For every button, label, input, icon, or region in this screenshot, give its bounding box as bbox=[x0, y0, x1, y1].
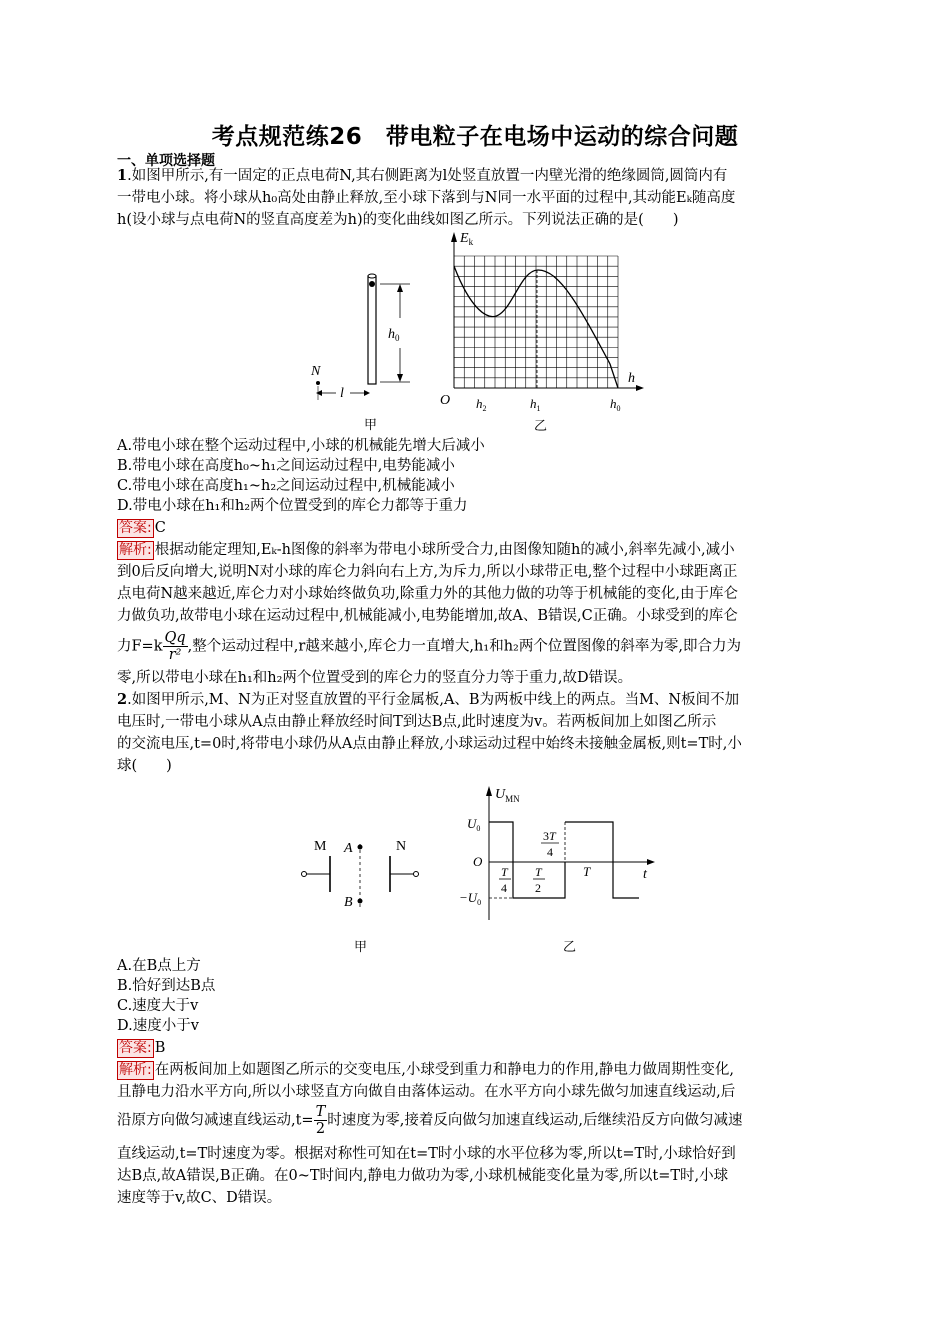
page-title: 考点规范练26 带电粒子在电场中运动的综合问题 bbox=[211, 124, 739, 150]
u-axis-label: $U_{MN}$ bbox=[495, 787, 520, 804]
force-fraction bbox=[163, 630, 188, 663]
q1-figure-yi bbox=[430, 228, 650, 438]
q1-answer: C bbox=[154, 520, 166, 536]
q1-number: 1 bbox=[117, 167, 128, 184]
ek-axis-label: $E_k$ bbox=[460, 231, 474, 247]
svg-text:2: 2 bbox=[535, 881, 541, 895]
q2-figure-jia bbox=[300, 830, 430, 920]
h2-tick-label: $h_2$ bbox=[476, 396, 487, 413]
force-suffix: ,整个运动过程中,r越来越小,库仑力一直增大,h₁和h₂两个位置图像的斜率为零,即合力为 bbox=[187, 638, 741, 655]
m-plate-label: M bbox=[314, 839, 327, 854]
half-fraction bbox=[314, 1104, 328, 1137]
q1-text-1: .如图甲所示,有一固定的正点电荷N,其右侧距离为l处竖直放置一内壁光滑的绝缘圆筒,圆筒内有 bbox=[127, 168, 728, 184]
q2-option-c: C.速度大于v bbox=[117, 998, 199, 1014]
q1-analysis-5 bbox=[117, 630, 741, 666]
svg-text:T: T bbox=[583, 864, 591, 879]
q1-analysis-row-1 bbox=[117, 540, 735, 560]
svg-text:3T: 3T bbox=[543, 829, 556, 843]
h0-label: $h_0$ bbox=[388, 327, 400, 343]
n-label: N bbox=[311, 364, 321, 379]
caption-yi: 乙 bbox=[534, 418, 548, 433]
q2-analysis-3 bbox=[117, 1104, 742, 1140]
point-b bbox=[358, 899, 363, 904]
q2-line-3: 的交流电压,t=0时,将带电小球仍从A点由静止释放,小球运动过程中始终未接触金属板,则t=T时,小 bbox=[117, 736, 742, 752]
q1-analysis-2: 到0后反向增大,说明N对小球的库仑力斜向右上方,为斥力,所以小球带正电,整个过程中小球距离正 bbox=[117, 564, 738, 580]
force-denominator: r² bbox=[168, 647, 182, 663]
b-label: B bbox=[344, 895, 353, 910]
q2-option-d: D.速度小于v bbox=[117, 1018, 199, 1034]
h0-tick-label: $h_0$ bbox=[610, 396, 621, 413]
q2-option-a: A.在B点上方 bbox=[117, 958, 201, 974]
half-prefix: 沿原方向做匀减速直线运动,t= bbox=[117, 1112, 314, 1129]
q1-analysis-4: 力做负功,故带电小球在运动过程中,机械能减小,电势能增加,故A、B错误,C正确。小球受到的库仑 bbox=[117, 608, 738, 624]
svg-text:T: T bbox=[535, 865, 542, 879]
u-origin-label: O bbox=[473, 854, 483, 869]
n-plate-label: N bbox=[396, 839, 407, 854]
ball-marker bbox=[369, 281, 375, 287]
half-denominator: 2 bbox=[315, 1121, 326, 1137]
q2-caption-yi: 乙 bbox=[563, 940, 577, 955]
q2-text-1: .如图甲所示,M、N为正对竖直放置的平行金属板,A、B为两板中线上的两点。当M、N板间不加 bbox=[127, 692, 740, 708]
q1-option-b: B.带电小球在高度h₀~h₁之间运动过程中,电势能减小 bbox=[117, 458, 455, 474]
force-numerator: Qq bbox=[164, 630, 186, 646]
q2-answer-row bbox=[117, 1038, 165, 1058]
q1-line-2: 一带电小球。将小球从h₀高处由静止释放,至小球下落到与N同一水平面的过程中,其动能Eₖ随高度 bbox=[117, 190, 736, 206]
origin-label: O bbox=[440, 393, 451, 408]
q1-figure-jia bbox=[300, 268, 420, 438]
q2-line-4: 球( ) bbox=[117, 758, 172, 774]
q2-caption-jia: 甲 bbox=[354, 940, 368, 955]
q1-option-d: D.带电小球在h₁和h₂两个位置受到的库仑力都等于重力 bbox=[117, 498, 468, 514]
q1-analysis-3: 点电荷N越来越近,库仑力对小球始终做负功,除重力外的其他力做的功等于机械能的变化,由于库仑 bbox=[117, 586, 739, 602]
t-axis-label: t bbox=[643, 867, 647, 882]
svg-text:4: 4 bbox=[501, 881, 507, 895]
q2-analysis-6: 速度等于v,故C、D错误。 bbox=[117, 1190, 282, 1206]
q2-analysis-5: 达B点,故A错误,B正确。在0~T时间内,静电力做功为零,小球机械能变化量为零,所以t=T时,小球 bbox=[117, 1168, 729, 1184]
q2-analysis-tag: 解析: bbox=[119, 1062, 152, 1078]
q1-analysis-1: 根据动能定理知,Eₖ-h图像的斜率为带电小球所受合力,由图像知随h的减小,斜率先减小,减小 bbox=[154, 542, 735, 558]
q2-analysis-row-1 bbox=[117, 1060, 734, 1080]
q1-option-a: A.带电小球在整个运动过程中,小球的机械能先增大后减小 bbox=[117, 438, 485, 454]
neg-u0-label: $-U_0$ bbox=[459, 890, 482, 907]
h1-tick-label: $h_1$ bbox=[530, 396, 541, 413]
q1-line-1 bbox=[117, 166, 727, 186]
l-label: l bbox=[340, 386, 344, 401]
q1-analysis-6: 零,所以带电小球在h₁和h₂两个位置受到的库仑力的竖直分力等于重力,故D错误。 bbox=[117, 670, 633, 686]
answer-tag: 答案: bbox=[119, 520, 152, 536]
a-label: A bbox=[344, 841, 353, 856]
svg-text:T: T bbox=[501, 865, 508, 879]
half-suffix: 时速度为零,接着反向做匀加速直线运动,后继续沿反方向做匀减速 bbox=[327, 1112, 743, 1129]
q2-option-b: B.恰好到达B点 bbox=[117, 978, 216, 994]
u0-label: $U_0$ bbox=[467, 816, 481, 833]
q2-analysis-4: 直线运动,t=T时速度为零。根据对称性可知在t=T时小球的水平位移为零,所以t=T时,小球恰好到 bbox=[117, 1146, 736, 1162]
point-a bbox=[358, 845, 363, 850]
section-heading: 一、单项选择题 bbox=[117, 153, 215, 169]
q2-line-2: 电压时,一带电小球从A点由静止释放经时间T到达B点,此时速度为v。若两板间加上如图乙所示 bbox=[117, 714, 717, 730]
caption-jia: 甲 bbox=[364, 418, 378, 433]
q1-answer-row bbox=[117, 518, 166, 538]
q2-answer: B bbox=[154, 1040, 166, 1056]
half-numerator: T bbox=[315, 1104, 326, 1120]
analysis-tag: 解析: bbox=[119, 542, 152, 558]
q2-figure-yi bbox=[455, 782, 665, 932]
q1-line-3: h(设小球与点电荷N的竖直高度差为h)的变化曲线如图乙所示。下列说法正确的是( ) bbox=[117, 212, 679, 228]
svg-text:4: 4 bbox=[547, 845, 553, 859]
h-axis-label: h bbox=[628, 371, 635, 386]
q2-line-1 bbox=[117, 690, 739, 710]
q2-number: 2 bbox=[117, 691, 128, 708]
q2-analysis-2: 且静电力沿水平方向,所以小球竖直方向做自由落体运动。在水平方向小球先做匀加速直线运动,后 bbox=[117, 1084, 736, 1100]
force-prefix: 力F=k bbox=[117, 638, 163, 655]
q2-analysis-1: 在两板间加上如题图乙所示的交变电压,小球受到重力和静电力的作用,静电力做周期性变化, bbox=[154, 1062, 735, 1078]
q2-answer-tag: 答案: bbox=[119, 1040, 152, 1056]
q1-option-c: C.带电小球在高度h₁~h₂之间运动过程中,机械能减小 bbox=[117, 478, 455, 494]
